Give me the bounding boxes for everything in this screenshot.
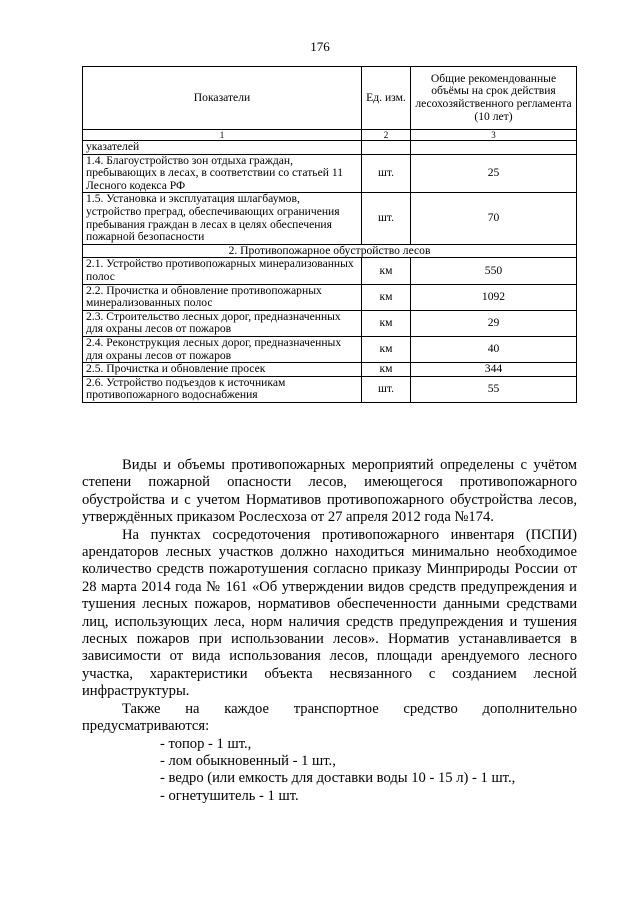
paragraph: На пунктах сосредоточения противопожарного инвентаря (ПСПИ) арендаторов лесных участков должно находиться минимально необходимое количество средств пожаротушения согласно приказу Минприроды России от 28 марта 2014 года № 161 «Об утверждении видов средств предупреждения и тушения лесных пожаров, нормативов обеспеченности данными средствами лиц, использующих леса, норм наличия средств предупреждения и тушения лесных пожаров при использовании лесов». Норматив устанавливается в зависимости от вида использования лесов, площади арендуемого лесного участка, характеристики объекта несвязанного с созданием лесной инфраструктуры. [82,526,577,700]
table-row [83,363,577,377]
row-name: 2.4. Реконструкция лесных дорог, предназначенных для охраны лесов от пожаров [83,336,362,362]
row-value: 55 [411,376,577,402]
column-number: 2 [362,130,411,141]
row-value: 344 [411,363,577,377]
continuation-cell: указателей [83,141,362,155]
row-name: 2.1. Устройство противопожарных минерализованных полос [83,258,362,284]
row-value: 29 [411,310,577,336]
row-name: 1.4. Благоустройство зон отдыха граждан, пребывающих в лесах, в соответствии со статьей 11 Лесного кодекса РФ [83,154,362,193]
list-item: - топор - 1 шт., [160,735,252,752]
row-unit: км [362,336,411,362]
column-number: 1 [83,130,362,141]
measures-table [82,66,577,403]
page-number: 176 [310,39,330,54]
list-item: - ведро (или емкость для доставки воды 10 - 15 л) - 1 шт., [160,770,516,787]
row-name: 2.5. Прочистка и обновление просек [83,363,362,377]
table-row [83,141,577,155]
row-unit: шт. [362,193,411,244]
row-unit: км [362,310,411,336]
row-name: 2.6. Устройство подъездов к источникам противопожарного водоснабжения [83,376,362,402]
row-value: 550 [411,258,577,284]
header-indicator: Показатели [83,67,362,130]
row-name: 1.5. Установка и эксплуатация шлагбаумов, устройство преград, обеспечивающих ограничения пребывания граждан в лесах в целях обеспечения пожарной безопасности [83,193,362,244]
table-row [83,258,577,284]
row-value: 25 [411,154,577,193]
header-volume: Общие рекомендованные объёмы на срок действия лесохозяйственного регламента (10 лет) [411,67,577,130]
row-value: 70 [411,193,577,244]
row-unit: км [362,284,411,310]
row-unit: шт. [362,154,411,193]
paragraph: Виды и объемы противопожарных мероприятий определены с учётом степени пожарной опасности лесов, имеющегося противопожарного обустройства и с учетом Нормативов противопожарного обустройства лесов, утверждённых приказом Рослесхоза от 27 апреля 2012 года №174. [82,457,577,526]
table-row [83,154,577,193]
table-row [83,310,577,336]
table-row [83,193,577,244]
row-value: 1092 [411,284,577,310]
row-value: 40 [411,336,577,362]
row-unit: шт. [362,376,411,402]
table-row [83,284,577,310]
list-item: - огнетушитель - 1 шт. [160,787,299,804]
column-number-row [83,130,577,141]
table-row [83,336,577,362]
row-name: 2.3. Строительство лесных дорог, предназначенных для охраны лесов от пожаров [83,310,362,336]
section-row [83,244,577,258]
column-number: 3 [411,130,577,141]
list-item: - лом обыкновенный - 1 шт., [160,752,336,769]
row-name: 2.2. Прочистка и обновление противопожарных минерализованных полос [83,284,362,310]
row-unit: км [362,363,411,377]
table-row [83,376,577,402]
header-unit: Ед. изм. [362,67,411,130]
paragraph: Также на каждое транспортное средство дополнительно предусматриваются: [82,700,577,735]
row-unit: км [362,258,411,284]
body-text [82,457,577,805]
section-title: 2. Противопожарное обустройство лесов [83,244,577,258]
table-header-row [83,67,577,130]
